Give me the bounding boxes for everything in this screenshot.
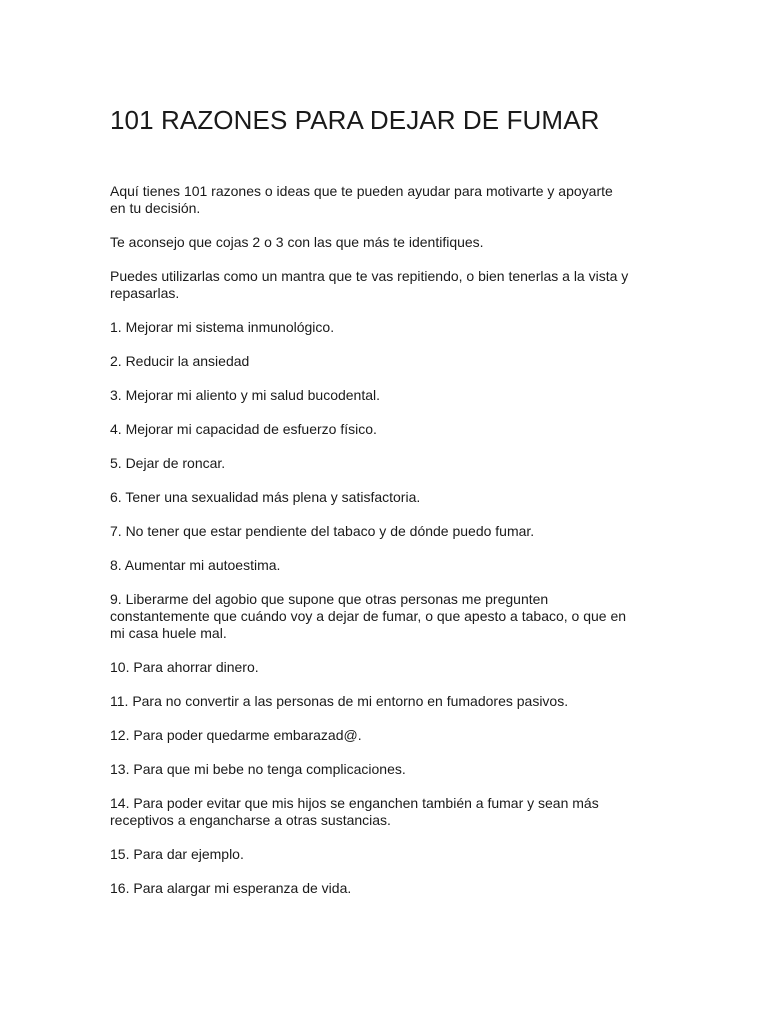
reason-item: 16. Para alargar mi esperanza de vida. <box>110 880 352 896</box>
reason-item: 7. No tener que estar pendiente del tabaco y de dónde puedo fumar. <box>110 523 535 539</box>
reasons-list <box>110 319 630 897</box>
reason-item: 13. Para que mi bebe no tenga complicaciones. <box>110 761 406 777</box>
reason-item: 6. Tener una sexualidad más plena y satisfactoria. <box>110 489 421 505</box>
reason-item: 11. Para no convertir a las personas de mi entorno en fumadores pasivos. <box>110 693 569 709</box>
reason-item: 3. Mejorar mi aliento y mi salud bucodental. <box>110 387 381 403</box>
intro-paragraph: Te aconsejo que cojas 2 o 3 con las que más te identifiques. <box>110 234 484 250</box>
reason-item: 10. Para ahorrar dinero. <box>110 659 259 675</box>
intro-paragraph: Aquí tienes 101 razones o ideas que te pueden ayudar para motivarte y apoyarte en tu decisión. <box>110 183 613 216</box>
document-page <box>110 105 630 914</box>
reason-item: 12. Para poder quedarme embarazad@. <box>110 727 362 743</box>
reason-item: 1. Mejorar mi sistema inmunológico. <box>110 319 335 335</box>
reason-item: 9. Liberarme del agobio que supone que otras personas me pregunten constantemente que cuándo voy a dejar de fumar, o que apesto a tabaco, o que en mi casa huele mal. <box>110 591 627 641</box>
reason-item: 8. Aumentar mi autoestima. <box>110 557 281 573</box>
document-title: 101 RAZONES PARA DEJAR DE FUMAR <box>110 105 600 135</box>
reason-item: 5. Dejar de roncar. <box>110 455 226 471</box>
reason-item: 4. Mejorar mi capacidad de esfuerzo físico. <box>110 421 377 437</box>
reason-item: 15. Para dar ejemplo. <box>110 846 244 862</box>
reason-item: 2. Reducir la ansiedad <box>110 353 250 369</box>
intro-paragraph: Puedes utilizarlas como un mantra que te vas repitiendo, o bien tenerlas a la vista y repasarlas. <box>110 268 629 301</box>
reason-item: 14. Para poder evitar que mis hijos se enganchen también a fumar y sean más receptivos a engancharse a otras sustancias. <box>110 795 599 828</box>
intro-section <box>110 183 630 302</box>
